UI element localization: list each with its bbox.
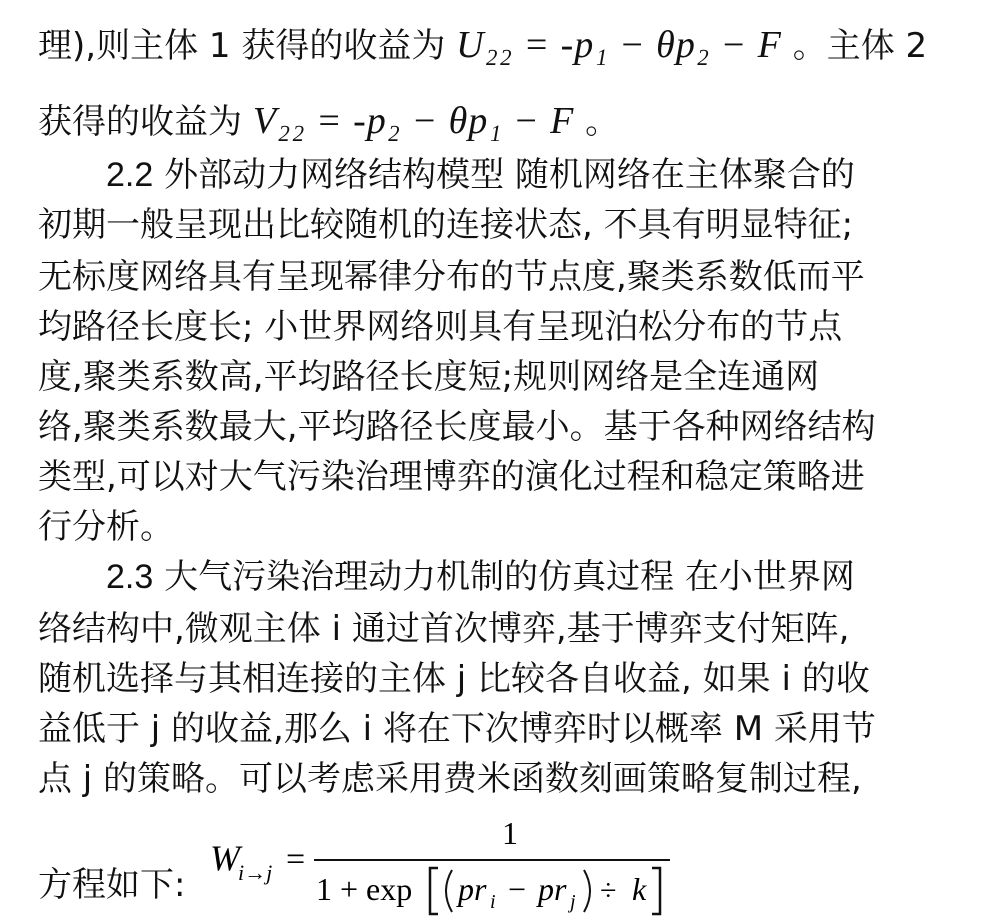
text-line-2 bbox=[38, 96, 950, 146]
line-2-text: 获得的收益为 bbox=[38, 102, 242, 142]
line-1-text: 理),则主体 1 获得的收益为 bbox=[38, 26, 446, 66]
fermi-formula-block bbox=[38, 818, 950, 918]
section-number: 2.3 bbox=[106, 558, 154, 596]
paragraph-text: 行分析。 bbox=[38, 507, 174, 547]
text-line-1 bbox=[38, 20, 950, 70]
payoff-equation-v22: V₂₂ = -p₂ − θp₁ − F bbox=[252, 100, 575, 142]
formula-lhs-subscript: i→j bbox=[238, 860, 273, 885]
left-paren bbox=[446, 870, 452, 912]
paragraph-text: 初期一般呈现出比较随机的连接状态, 不具有明显特征; bbox=[38, 205, 854, 245]
text-line-10 bbox=[38, 502, 950, 552]
paragraph-text: 均路径长度长; 小世界网络则具有呈现泊松分布的节点 bbox=[38, 307, 843, 347]
text-line-12 bbox=[38, 604, 950, 654]
k-variable: k bbox=[632, 871, 647, 907]
text-line-7 bbox=[38, 352, 950, 402]
section-2-3-heading bbox=[106, 552, 950, 602]
line-2-tail: 。 bbox=[585, 102, 620, 142]
paragraph-text: 络,聚类系数最大,平均路径长度最小。基于各种网络结构 bbox=[38, 407, 876, 447]
section-title-text: 大气污染治理动力机制的仿真过程 在小世界网 bbox=[153, 557, 855, 597]
paragraph-text: 度,聚类系数高,平均路径长度短;规则网络是全连通网 bbox=[38, 357, 820, 397]
text-line-4 bbox=[38, 200, 950, 250]
pr-i-subscript: i bbox=[490, 891, 496, 913]
pr-j: pr bbox=[538, 871, 567, 907]
paragraph-text: 络结构中,微观主体 i 通过首次博弈,基于博弈支付矩阵, bbox=[38, 609, 850, 649]
paragraph-text: 点 j 的策略。可以考虑采用费米函数刻画策略复制过程, bbox=[38, 759, 862, 799]
text-line-8 bbox=[38, 402, 950, 452]
payoff-equation-u22: U₂₂ = -p₁ − θp₂ − F bbox=[456, 24, 782, 66]
divide-sign: ÷ bbox=[600, 874, 617, 907]
text-line-15 bbox=[38, 754, 950, 804]
line-1-tail: 。主体 2 bbox=[792, 26, 928, 66]
minus-sign: − bbox=[508, 871, 527, 907]
paragraph-text: 类型,可以对大气污染治理博弈的演化过程和稳定策略进 bbox=[38, 457, 865, 497]
formula-lhs: W bbox=[210, 838, 240, 878]
equals-sign: = bbox=[286, 841, 306, 878]
text-line-5 bbox=[38, 252, 950, 302]
text-line-14 bbox=[38, 704, 950, 754]
right-paren bbox=[584, 870, 590, 912]
paragraph-text: 无标度网络具有呈现幂律分布的节点度,聚类系数低而平 bbox=[38, 257, 865, 297]
fermi-formula bbox=[202, 818, 962, 918]
text-line-6 bbox=[38, 302, 950, 352]
left-bracket bbox=[430, 868, 438, 914]
pr-j-subscript: j bbox=[570, 891, 576, 913]
section-number: 2.2 bbox=[106, 156, 154, 194]
formula-denominator-prefix: 1 + exp bbox=[316, 871, 413, 907]
text-line-9 bbox=[38, 452, 950, 502]
formula-lead-text: 方程如下: bbox=[38, 865, 186, 905]
formula-numerator: 1 bbox=[502, 818, 518, 851]
section-2-2-heading bbox=[106, 150, 950, 200]
pr-i: pr bbox=[458, 871, 487, 907]
paragraph-text: 随机选择与其相连接的主体 j 比较各自收益, 如果 i 的收 bbox=[38, 659, 870, 699]
paragraph-text: 益低于 j 的收益,那么 i 将在下次博弈时以概率 M 采用节 bbox=[38, 709, 876, 749]
text-line-13 bbox=[38, 654, 950, 704]
section-title-text: 外部动力网络结构模型 随机网络在主体聚合的 bbox=[153, 155, 855, 195]
right-bracket bbox=[652, 868, 660, 914]
